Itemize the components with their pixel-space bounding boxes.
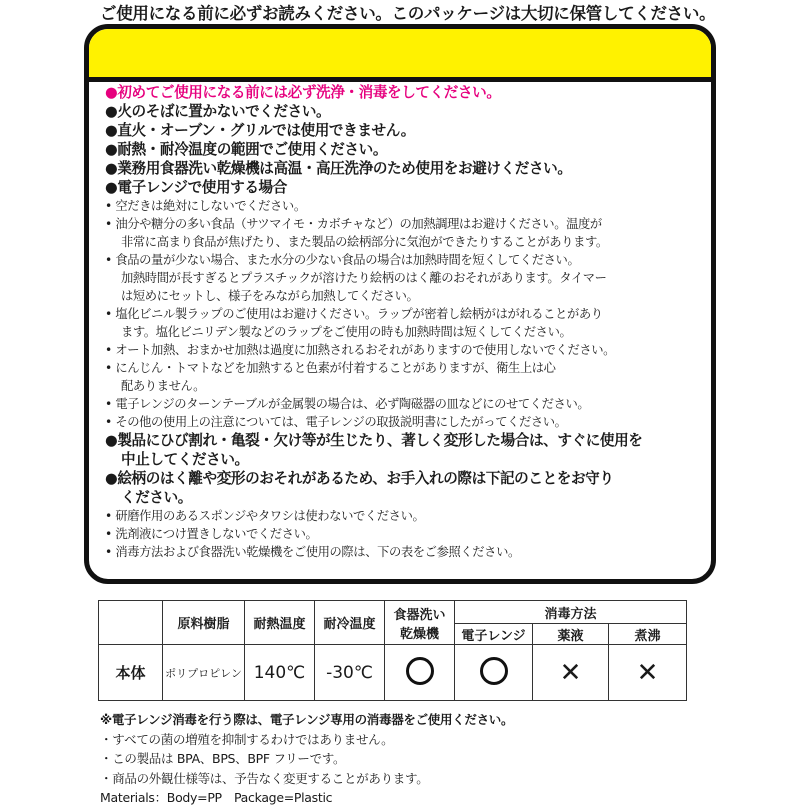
ng-cross-icon: ✕ [559,657,582,688]
caution-subitem: • その他の使用上の注意については、電子レンジの取扱説明書にしたがってください。 [105,415,567,429]
footnote-line: ・この製品は BPA、BPS、BPF フリーです。 [100,751,346,766]
specification-table [98,600,687,701]
caution-item: ●電子レンジで使用する場合 [105,179,287,196]
header-dishwasher-line1: 食器洗い [393,607,446,623]
cell-boiling [609,645,687,701]
header-chemical: 薬液 [533,624,609,645]
header-cold-resistance: 耐冷温度 [315,601,385,645]
caution-item: ●製品にひび割れ・亀裂・欠け等が生じたり、著しく変形した場合は、すぐに使用を [105,432,643,449]
caution-subitem: • 食品の量が少ない場合、また水分の少ない食品の場合は加熱時間を短くしてください。 [105,253,580,267]
cell-cold-resistance: -30℃ [315,645,385,701]
caution-item: ●直火・オーブン・グリルでは使用できません。 [105,122,415,139]
caution-header-band [89,29,711,82]
cell-material: ポリプロピレン [163,645,245,701]
package-notice: ご使用になる前に必ずお読みください。このパッケージは大切に保管してください。 [100,4,716,23]
cell-microwave [455,645,533,701]
footnote-line: ※電子レンジ消毒を行う際は、電子レンジ専用の消毒器をご使用ください。 [100,712,514,727]
cell-dishwasher [385,645,455,701]
header-heat-resistance: 耐熱温度 [245,601,315,645]
footnote-line: ・商品の外観仕様等は、予告なく変更することがあります。 [100,770,429,786]
footnotes [100,710,513,808]
caution-item: ●火のそばに置かないでください。 [105,103,331,120]
caution-subitem: • にんじん・トマトなどを加熱すると色素が付着することがありますが、衛生上は心 [105,361,556,375]
caution-list [105,83,703,561]
caution-subitem: • 空だきは絶対にしないでください。 [105,199,306,213]
caution-continuation: 加熱時間が長すぎるとプラスチックが溶けたり絵柄のはく離のおそれがあります。タイマー [121,271,607,285]
ng-cross-icon: ✕ [636,657,659,688]
header-disinfection-method: 消毒方法 [455,601,687,624]
caution-subitem: • 油分や糖分の多い食品（サツマイモ・カボチャなど）の加熱調理はお避けください。温度が [105,217,602,231]
caution-subitem: • 電子レンジのターンテーブルが金属製の場合は、必ず陶磁器の皿などにのせてください。 [105,397,590,411]
caution-subitem: • 研磨作用のあるスポンジやタワシは使わないでください。 [105,509,425,523]
footnote-line: Materials：Body=PP Package=Plastic [100,790,333,805]
caution-item: ●初めてご使用になる前には必ず洗浄・消毒をしてください。 [105,84,501,101]
cell-chemical [533,645,609,701]
table-corner-cell [99,601,163,645]
caution-subitem: • オート加熱、おまかせ加熱は過度に加熱されるおそれがありますので使用しないでください。 [105,343,616,357]
caution-subitem: • 消毒方法および食器洗い乾燥機をご使用の際は、下の表をご参照ください。 [105,545,520,559]
caution-subitem: • 洗剤液につけ置きしないでください。 [105,527,318,541]
caution-item: ●絵柄のはく離や変形のおそれがあるため、お手入れの際は下記のことをお守り [105,470,614,487]
ok-circle-icon [480,657,508,685]
header-dishwasher-line2: 乾燥機 [399,626,439,642]
header-boiling: 煮沸 [609,624,687,645]
header-dishwasher [385,601,455,645]
caution-continuation: は短めにセットし、様子をみながら加熱してください。 [121,289,419,303]
caution-continuation: 非常に高まり食品が焦げたり、また製品の絵柄部分に気泡ができたりすることがあります。 [121,235,608,249]
header-material: 原料樹脂 [163,601,245,645]
row-label-body: 本体 [99,645,163,701]
caution-box [84,24,716,584]
caution-item: ●耐熱・耐冷温度の範囲でご使用ください。 [105,141,388,158]
caution-continuation: ください。 [121,489,192,506]
caution-continuation: 配ありません。 [121,379,206,393]
caution-item: ●業務用食器洗い乾燥機は高温・高圧洗浄のため使用をお避けください。 [105,160,572,177]
ok-circle-icon [406,657,434,685]
header-microwave: 電子レンジ [455,624,533,645]
caution-continuation: 中止してください。 [121,451,249,468]
caution-subitem: • 塩化ビニル製ラップのご使用はお避けください。ラップが密着し絵柄がはがれることがあり [105,307,603,321]
footnote-line: ・すべての菌の増殖を抑制するわけではありません。 [100,731,394,747]
cell-heat-resistance: 140℃ [245,645,315,701]
caution-continuation: ます。塩化ビニリデン製などのラップをご使用の時も加熱時間は短くしてください。 [121,325,572,339]
